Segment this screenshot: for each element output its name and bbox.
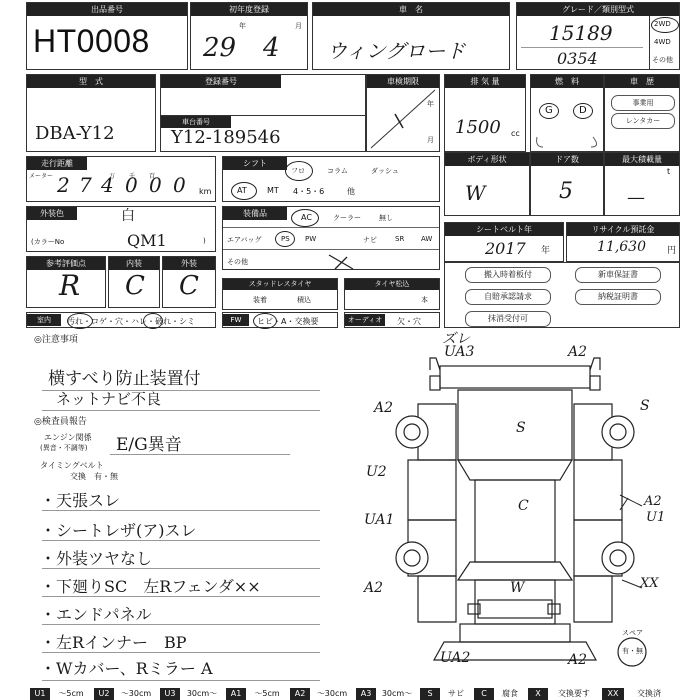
seatbelt-unit: 年 — [541, 246, 551, 256]
legend-key: S — [420, 688, 440, 700]
insurance-button: 自賠承認請求 — [465, 289, 551, 305]
body-type-header: ボディ形状 — [445, 153, 529, 166]
first-reg-month: 4 — [263, 33, 280, 63]
seatbelt-value: 2017 — [485, 239, 526, 258]
remark-line: ・左Rインナー BP — [40, 633, 187, 652]
fuel-diesel: D — [579, 105, 587, 116]
remark-line: ・下廻りSC 左Rフェンダ×× — [40, 577, 261, 596]
door-count-value: 5 — [559, 179, 573, 204]
equip-ac: AC — [301, 213, 312, 222]
equip-navi: ナビ — [363, 236, 377, 244]
interior-condition-tag: 室内 — [27, 314, 61, 326]
chassis-header: 車台番号 — [161, 116, 231, 128]
note-line: ネットナビ不良 — [56, 390, 162, 408]
first-registration-header: 初年度登録 — [191, 3, 307, 16]
seatbelt-header: シートベルト年 — [445, 223, 563, 236]
damage-label: U1 — [646, 510, 666, 525]
equip-aw: AW — [421, 235, 433, 243]
drive-2wd: 2WD — [654, 20, 671, 28]
inspector-header: ◎検査員報告 — [34, 417, 87, 427]
mileage-meter-label: メーター — [29, 173, 54, 180]
equip-other: その他 — [227, 258, 248, 266]
audio-row — [344, 312, 440, 328]
equipment-header: 装備品 — [223, 207, 287, 220]
legend-key: A2 — [290, 688, 310, 700]
timing-belt-sublabel: 交換 有・無 — [70, 472, 118, 481]
legend-key: U2 — [94, 688, 114, 700]
model-cell — [26, 74, 156, 152]
equip-ps: PS — [281, 235, 290, 243]
legend-bar — [30, 688, 680, 700]
fw-row — [222, 312, 338, 328]
shift-header: シフト — [223, 157, 287, 170]
remark-line: ・エンドパネル — [40, 605, 152, 624]
mileage-digit: 4 — [101, 173, 114, 197]
legend-value: ～30cm — [310, 688, 354, 700]
recycle-cell — [566, 222, 680, 262]
displacement-value: 1500 — [455, 117, 501, 138]
door-count-header: ドア数 — [531, 153, 603, 166]
studless-cell — [222, 278, 338, 310]
year-unit: 年 — [239, 22, 246, 30]
inspection-expiry-cell — [366, 74, 440, 152]
deregistration-button: 抹消受付可 — [465, 311, 551, 327]
mileage-digit: 0 — [125, 173, 138, 197]
legend-value: 30cm～ — [180, 688, 224, 700]
audio-text: 欠・穴 — [397, 317, 421, 326]
tire-cell — [344, 278, 440, 310]
rental-car-button: レンタカー — [611, 113, 675, 129]
spare-value: 有・無 — [622, 647, 643, 655]
displacement-cell — [444, 74, 526, 152]
recycle-header: リサイクル預託金 — [567, 223, 679, 236]
color-close-paren: ) — [203, 237, 206, 245]
engine-value: E/G異音 — [116, 435, 182, 455]
capacity-value: — — [627, 187, 645, 208]
legend-value: 腐食 — [494, 688, 526, 700]
exterior-grade-header: 外装 — [163, 257, 215, 270]
studless-header: スタッドレスタイヤ — [223, 279, 337, 290]
mileage-digit: 0 — [173, 173, 186, 197]
drive-4wd: 4WD — [654, 38, 671, 46]
interior-grade-value: C — [125, 271, 145, 301]
mileage-digit: 7 — [79, 173, 92, 197]
damage-label: S — [516, 420, 526, 436]
equip-airbag: エアバッグ — [227, 236, 262, 244]
legend-value: ～5cm — [246, 688, 288, 700]
damage-label: UA1 — [364, 512, 395, 528]
mileage-digit: 2 — [57, 173, 70, 197]
chassis-value: Y12-189546 — [171, 127, 281, 148]
fuel-gasoline: G — [545, 105, 553, 116]
model-header: 型 式 — [27, 75, 155, 88]
mileage-unit: km — [199, 187, 212, 196]
shift-other: 他 — [347, 187, 355, 196]
inspection-month-unit: 月 — [427, 136, 434, 144]
equip-sr: SR — [395, 235, 405, 243]
registration-cell — [160, 74, 366, 152]
commercial-use-button: 事業用 — [611, 95, 675, 111]
grade-value-2: 0354 — [557, 49, 598, 68]
remark-line: ・Wカバー、Rミラー A — [40, 659, 213, 678]
seatbelt-cell — [444, 222, 564, 262]
legend-key: X — [528, 688, 548, 700]
legend-key: C — [474, 688, 494, 700]
recycle-value: 11,630 — [597, 239, 646, 255]
color-number-label: (カラーNo — [31, 238, 65, 246]
equip-pw: PW — [305, 235, 317, 243]
spare-label: スペア — [622, 629, 643, 637]
remark-line: ・シートレザ(ア)スレ — [40, 521, 197, 540]
interior-grade-cell — [108, 256, 160, 308]
body-type-value: W — [465, 181, 486, 205]
damage-label: UA2 — [440, 650, 471, 666]
legend-value: 交換要す — [548, 688, 600, 700]
fw-tag: FW — [223, 314, 249, 326]
model-value: DBA-Y12 — [35, 123, 115, 144]
grade-value-1: 15189 — [549, 21, 613, 45]
recycle-unit: 円 — [667, 246, 677, 256]
damage-label: XX — [640, 576, 659, 591]
month-unit: 月 — [295, 22, 302, 30]
capacity-cell — [604, 152, 680, 216]
lot-number-header: 出品番号 — [27, 3, 187, 16]
body-type-cell — [444, 152, 530, 216]
mileage-header: 走行距離 — [27, 157, 87, 170]
legend-value: 30cm～ — [376, 688, 418, 700]
shift-at: AT — [237, 186, 247, 195]
interior-grade-header: 内装 — [109, 257, 159, 270]
first-reg-year: 29 — [203, 33, 237, 63]
mileage-digit: 0 — [149, 173, 162, 197]
shift-gears: 4・5・6 — [293, 187, 325, 196]
shift-column: コラム — [327, 167, 348, 175]
damage-label: UA3 — [444, 344, 475, 360]
exterior-grade-cell — [162, 256, 216, 308]
legend-value: 交換済 — [624, 688, 674, 700]
drive-other: その他 — [652, 56, 673, 64]
legend-value: ～5cm — [50, 688, 92, 700]
damage-label: A2 — [364, 580, 384, 596]
inspection-year-unit: 年 — [427, 100, 434, 108]
legend-key: A1 — [226, 688, 246, 700]
legend-value: ～30cm — [114, 688, 158, 700]
door-count-cell — [530, 152, 604, 216]
inspection-header: 車検期限 — [367, 75, 439, 88]
shift-mt: MT — [267, 186, 279, 195]
tire-unit: 本 — [421, 296, 428, 304]
damage-label: A2 — [568, 652, 588, 668]
tax-certificate-button: 納税証明書 — [575, 289, 661, 305]
notes-header: ◎注意事項 — [34, 335, 78, 345]
displacement-unit: cc — [511, 129, 520, 138]
shift-dash: ダッシュ — [371, 167, 399, 175]
damage-label: A2 — [374, 400, 394, 416]
legend-value: サビ — [440, 688, 472, 700]
equip-cooler: クーラー — [333, 214, 361, 222]
legend-key: XX — [602, 688, 624, 700]
fuel-cell — [530, 74, 604, 152]
shift-cell — [222, 156, 440, 202]
timing-belt-label: タイミングベルト — [40, 461, 104, 470]
mileage-unit-sub: 万千百 — [109, 173, 170, 180]
exterior-color-cell — [26, 206, 216, 252]
history-header: 車 歴 — [605, 75, 679, 88]
carry-in-plate-button: 搬入時着板付 — [465, 267, 551, 283]
exterior-color-header: 外装色 — [27, 207, 77, 220]
tire-header: タイヤ松込 — [345, 279, 439, 290]
studless-mounted: 装着 — [253, 296, 267, 304]
interior-condition-text: 汚れ・コゲ・穴・ハレ・破れ・シミ — [67, 317, 195, 326]
grade-cell — [516, 2, 680, 70]
damage-label: W — [510, 580, 525, 596]
ref-grade-cell — [26, 256, 106, 308]
history-cell — [604, 74, 680, 152]
warranty-button: 新車保証書 — [575, 267, 661, 283]
engine-sublabel: (異音・不調等) — [40, 444, 88, 452]
damage-label: S — [640, 398, 650, 414]
damage-label: A2 — [644, 494, 662, 509]
note-line: 横すべり防止装置付 — [48, 369, 201, 389]
documents-cell — [444, 262, 680, 328]
ref-grade-value: R — [59, 269, 81, 302]
damage-label: A2 — [568, 344, 588, 360]
car-name-header: 車 名 — [313, 3, 509, 16]
car-name-value: ウィングロード — [327, 39, 466, 63]
remark-line: ・外装ツヤなし — [40, 549, 153, 568]
color-code-value: QM1 — [127, 231, 167, 250]
inspection-slash — [367, 88, 439, 152]
studless-loaded: 積込 — [297, 296, 311, 304]
legend-key: U1 — [30, 688, 50, 700]
fuel-header: 燃 料 — [531, 75, 603, 88]
legend-key: A3 — [356, 688, 376, 700]
ref-grade-header: 参考評価点 — [27, 257, 105, 270]
capacity-header: 最大積載量 — [605, 153, 679, 166]
audio-tag: オーディオ — [345, 314, 385, 326]
damage-label: ズレ — [442, 331, 470, 347]
fw-text: ヒビ・A・交換要 — [257, 317, 319, 326]
lot-number-value: HT0008 — [33, 23, 150, 59]
mileage-cell — [26, 156, 216, 202]
car-name-cell — [312, 2, 510, 70]
engine-label: エンジン関係 — [44, 433, 92, 442]
damage-label: C — [518, 498, 529, 514]
equip-none: 無し — [379, 214, 393, 222]
capacity-unit: t — [667, 167, 671, 176]
remark-line: ・天張スレ — [40, 491, 121, 510]
grade-header: グレード／類別型式 — [517, 3, 679, 16]
damage-label: U2 — [366, 464, 387, 480]
legend-key: U3 — [160, 688, 180, 700]
equipment-cell — [222, 206, 440, 270]
interior-condition-row — [26, 312, 216, 328]
first-registration-cell — [190, 2, 308, 70]
registration-header: 登録番号 — [161, 75, 281, 88]
exterior-grade-value: C — [179, 271, 199, 301]
shift-floor: フロ — [291, 167, 305, 175]
displacement-header: 排 気 量 — [445, 75, 525, 88]
exterior-color-value: 白 — [121, 208, 135, 224]
lot-number-cell — [26, 2, 188, 70]
